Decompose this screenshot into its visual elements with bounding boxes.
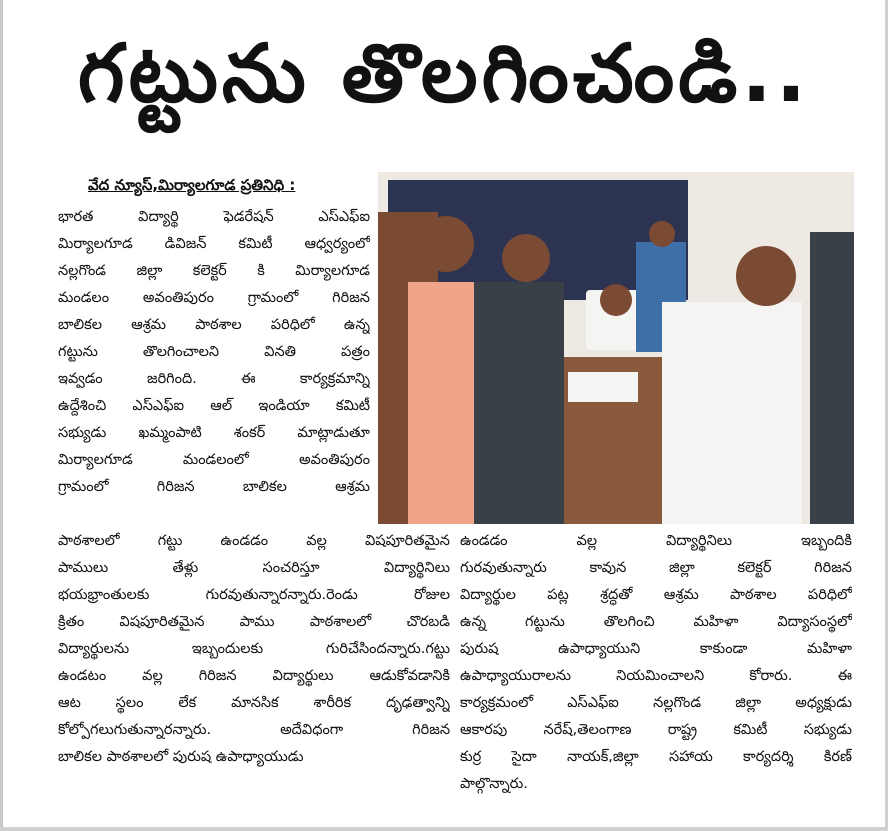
article-line: విద్యార్థులను ఇబ్బందులకు గురిచేసిందన్నారు.గట్టు: [58, 641, 450, 657]
article-line: బాలికల పాఠశాలలో పురుష ఉపాధ్యాయుడు: [58, 749, 304, 765]
bottom-margin-rule: [0, 827, 888, 831]
headline: గట్టును తొలగించండి..: [77, 27, 811, 120]
byline: వేద న్యూస్,మిర్యాలగూడ ప్రతినిధి :: [88, 176, 296, 194]
article-line: గట్టును తొలగించాలని వినతి పత్రం: [58, 344, 370, 360]
article-line: పాల్గొన్నారు.: [460, 776, 528, 792]
news-photo-illustration: [378, 172, 854, 524]
article-line: కార్యక్రమంలో ఎస్ఎఫ్ఐ నల్లగొండ జిల్లా అధ్యక్షుడు: [460, 695, 852, 711]
article-line: పాఠశాలలో గట్టు ఉండడం వల్ల విషపూరితమైన: [58, 533, 450, 549]
article-line: సభ్యుడు ఖమ్మంపాటి శంకర్ మాట్లాడుతూ: [58, 425, 370, 441]
article-column-c: [460, 528, 852, 798]
article-line: భారత విద్యార్థి ఫెడరేషన్ ఎస్ఎఫ్ఐ: [58, 209, 370, 225]
news-photo: [378, 172, 854, 524]
photo-man-blue-head: [649, 221, 675, 247]
photo-man-white-shirt: [662, 302, 802, 524]
photo-man-pink-head: [418, 216, 474, 272]
article-line: కుర్ర సైదా నాయక్,జిల్లా సహాయ కార్యదర్శి కిరణ్: [460, 749, 852, 765]
article-line: ఉండడం వల్ల విద్యార్థినిలు ఇబ్బందికి: [460, 533, 852, 549]
photo-paper: [568, 372, 638, 402]
photo-man-check-head: [502, 234, 550, 282]
article-line: మండలం అవంతిపురం గ్రామంలో గిరిజన: [58, 290, 370, 306]
article-line: ఇవ్వడం జరిగింది. ఈ కార్యక్రమాన్ని: [58, 371, 370, 387]
article-line: క్రితం విషపూరితమైన పాము పాఠశాలలో చొరబడి: [58, 614, 450, 630]
article-line: కోల్పోగలుగుతున్నారన్నారు. అదేవిధంగా గిరిజన: [58, 722, 450, 738]
article-line: పురుష ఉపాధ్యాయుని కాకుండా మహిళా: [460, 641, 852, 657]
article-column-b: [58, 528, 450, 771]
photo-man-right-edge: [810, 232, 854, 524]
article-line: బాలికల ఆశ్రమ పాఠశాల పరిధిలో ఉన్న: [58, 317, 370, 333]
photo-man-check-shirt: [474, 282, 564, 524]
article-line: గ్రామంలో గిరిజన బాలికల ఆశ్రమ: [58, 479, 370, 495]
article-line: మిర్యాలగూడ మండలంలో అవంతిపురం: [58, 452, 370, 468]
article-line: ఆట స్థలం లేక మానసిక శారీరిక దృఢత్వాన్ని: [58, 695, 450, 711]
article-line: ఉపాధ్యాయురాలను నియమించాలని కోరారు. ఈ: [460, 668, 852, 684]
photo-man-white-head: [736, 246, 796, 306]
left-margin-rule: [0, 0, 3, 831]
article-line: గురవుతున్నారు కావున జిల్లా కలెక్టర్ గిరిజన: [460, 560, 852, 576]
article-line: ఉండటం వల్ల గిరిజన విద్యార్థులు ఆడుకోవడానికి: [58, 668, 450, 684]
article-column-a: [58, 204, 370, 501]
article-line: మిర్యాలగూడ డివిజన్ కమిటీ ఆధ్వర్యంలో: [58, 236, 370, 252]
article-line: పాములు తేళ్లు సంచరిస్తూ విద్యార్థినిలు: [58, 560, 450, 576]
article-line: ఉద్దేశించి ఎస్ఎఫ్ఐ ఆల్ ఇండియా కమిటీ: [58, 398, 370, 414]
article-line: నల్లగొండ జిల్లా కలెక్టర్ కి మిర్యాలగూడ: [58, 263, 370, 279]
photo-officer-head: [600, 284, 632, 316]
article-line: ఉన్న గట్టును తొలగించి మహిళా విద్యాసంస్థలో: [460, 614, 852, 630]
article-line: ఆకారపు నరేష్,తెలంగాణ రాష్ట్ర కమిటీ సభ్యుడు: [460, 722, 852, 738]
article-line: భయభ్రాంతులకు గురవుతున్నారన్నారు.రెండు రోజుల: [58, 587, 450, 603]
article-line: విద్యార్థుల పట్ల శ్రద్ధతో ఆశ్రమ పాఠశాల పరిధిలో: [460, 587, 852, 603]
